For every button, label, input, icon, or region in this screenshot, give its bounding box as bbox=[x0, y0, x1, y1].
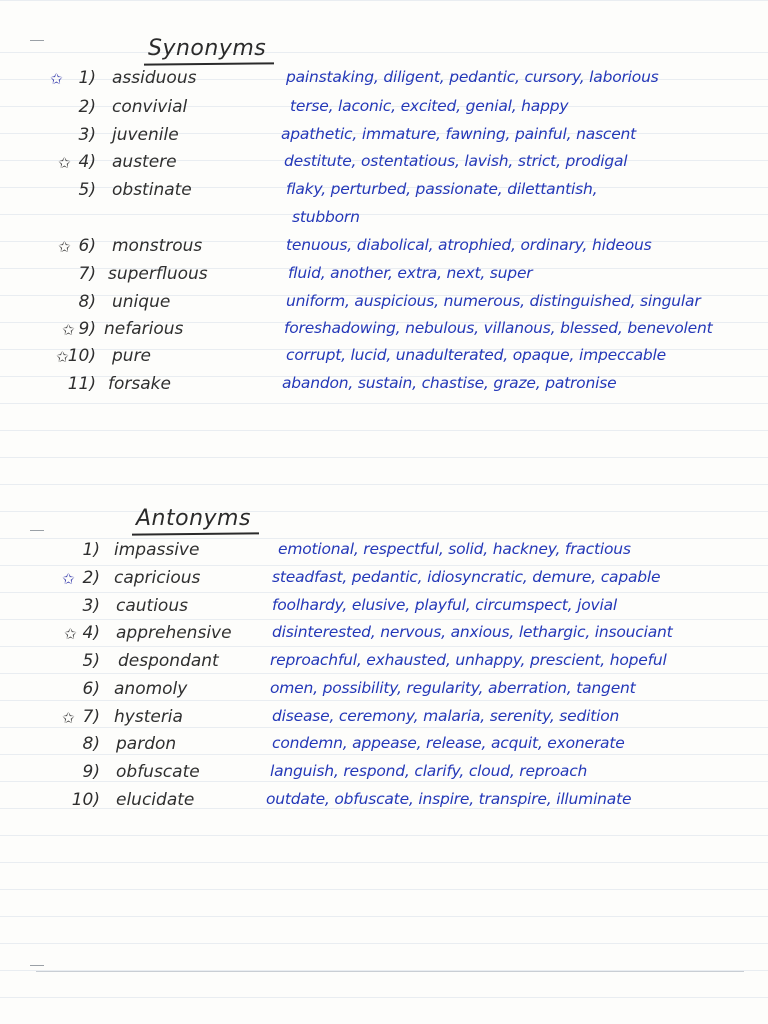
star-icon: ✩ bbox=[58, 238, 71, 256]
star-icon: ✩ bbox=[62, 321, 75, 339]
antonym-row bbox=[0, 679, 768, 707]
target-word: nefarious bbox=[104, 319, 184, 339]
antonyms-title bbox=[136, 506, 251, 531]
target-word: anomoly bbox=[114, 679, 188, 699]
synonym-row-continued bbox=[0, 208, 768, 236]
target-word: pure bbox=[112, 346, 152, 366]
target-word: assiduous bbox=[112, 68, 197, 88]
target-word: hysteria bbox=[114, 707, 183, 727]
target-word: apprehensive bbox=[116, 623, 232, 643]
answer-options: terse, laconic, excited, genial, happy bbox=[290, 97, 569, 115]
target-word: elucidate bbox=[116, 790, 195, 810]
item-number: 3) bbox=[82, 596, 100, 616]
target-word: juvenile bbox=[112, 125, 179, 145]
target-word: superfluous bbox=[108, 264, 208, 284]
target-word: capricious bbox=[114, 568, 201, 588]
title-underline bbox=[144, 62, 274, 65]
item-number: 3) bbox=[78, 125, 96, 145]
title-underline bbox=[132, 532, 259, 535]
item-number: 2) bbox=[82, 568, 100, 588]
margin-tick bbox=[30, 530, 44, 531]
answer-options: emotional, respectful, solid, hackney, fractious bbox=[278, 540, 631, 558]
synonym-row bbox=[0, 180, 768, 208]
synonyms-title-text: Synonyms bbox=[148, 36, 267, 61]
item-number: 11) bbox=[67, 374, 96, 394]
antonym-row bbox=[0, 623, 768, 651]
item-number: 4) bbox=[78, 152, 96, 172]
item-number: 5) bbox=[82, 651, 100, 671]
item-number: 8) bbox=[78, 292, 96, 312]
margin-tick bbox=[30, 965, 44, 966]
synonym-row bbox=[0, 68, 768, 96]
answer-options: tenuous, diabolical, atrophied, ordinary, hideous bbox=[286, 236, 652, 254]
item-number: 2) bbox=[78, 97, 96, 117]
star-icon: ✩ bbox=[56, 348, 69, 366]
answer-options: abandon, sustain, chastise, graze, patronise bbox=[282, 374, 617, 392]
margin-tick bbox=[30, 40, 44, 41]
item-number: 9) bbox=[78, 319, 96, 339]
item-number: 6) bbox=[82, 679, 100, 699]
synonym-row bbox=[0, 97, 768, 125]
item-number: 10) bbox=[67, 346, 96, 366]
item-number: 6) bbox=[78, 236, 96, 256]
answer-options: flaky, perturbed, passionate, dilettantish, bbox=[286, 180, 598, 198]
page-rule bbox=[36, 971, 744, 972]
answer-options: painstaking, diligent, pedantic, cursory, laborious bbox=[286, 68, 659, 86]
star-icon: ✩ bbox=[64, 625, 77, 643]
star-icon: ✩ bbox=[62, 570, 75, 588]
item-number: 8) bbox=[82, 734, 100, 754]
antonym-row bbox=[0, 734, 768, 762]
antonym-row bbox=[0, 568, 768, 596]
synonym-row bbox=[0, 264, 768, 292]
answer-options: foreshadowing, nebulous, villanous, blessed, benevolent bbox=[284, 319, 713, 337]
target-word: cautious bbox=[116, 596, 188, 616]
antonym-row bbox=[0, 540, 768, 568]
answer-options: disinterested, nervous, anxious, lethargic, insouciant bbox=[272, 623, 673, 641]
synonym-row bbox=[0, 292, 768, 320]
target-word: pardon bbox=[116, 734, 177, 754]
synonym-row bbox=[0, 319, 768, 347]
target-word: monstrous bbox=[112, 236, 203, 256]
target-word: austere bbox=[112, 152, 177, 172]
target-word: unique bbox=[112, 292, 171, 312]
synonym-row bbox=[0, 152, 768, 180]
synonym-row bbox=[0, 125, 768, 153]
star-icon: ✩ bbox=[50, 70, 63, 88]
star-icon: ✩ bbox=[58, 154, 71, 172]
item-number: 5) bbox=[78, 180, 96, 200]
antonym-row bbox=[0, 651, 768, 679]
antonym-row bbox=[0, 596, 768, 624]
answer-options: languish, respond, clarify, cloud, reproach bbox=[270, 762, 588, 780]
item-number: 1) bbox=[78, 68, 96, 88]
answer-options: stubborn bbox=[292, 208, 360, 226]
synonym-row bbox=[0, 236, 768, 264]
answer-options: foolhardy, elusive, playful, circumspect, jovial bbox=[272, 596, 617, 614]
item-number: 7) bbox=[78, 264, 96, 284]
synonym-row bbox=[0, 346, 768, 374]
target-word: obfuscate bbox=[116, 762, 200, 782]
synonyms-title bbox=[148, 36, 266, 61]
target-word: despondant bbox=[118, 651, 219, 671]
target-word: forsake bbox=[108, 374, 171, 394]
answer-options: condemn, appease, release, acquit, exonerate bbox=[272, 734, 625, 752]
answer-options: apathetic, immature, fawning, painful, nascent bbox=[281, 125, 637, 143]
answer-options: corrupt, lucid, unadulterated, opaque, impeccable bbox=[286, 346, 666, 364]
target-word: obstinate bbox=[112, 180, 192, 200]
answer-options: reproachful, exhausted, unhappy, prescient, hopeful bbox=[270, 651, 667, 669]
answer-options: uniform, auspicious, numerous, distinguished, singular bbox=[286, 292, 701, 310]
answer-options: steadfast, pedantic, idiosyncratic, demure, capable bbox=[272, 568, 661, 586]
item-number: 7) bbox=[82, 707, 100, 727]
target-word: impassive bbox=[114, 540, 200, 560]
item-number: 10) bbox=[71, 790, 100, 810]
antonym-row bbox=[0, 707, 768, 735]
item-number: 9) bbox=[82, 762, 100, 782]
item-number: 1) bbox=[82, 540, 100, 560]
answer-options: destitute, ostentatious, lavish, strict, prodigal bbox=[284, 152, 628, 170]
star-icon: ✩ bbox=[62, 709, 75, 727]
answer-options: omen, possibility, regularity, aberration, tangent bbox=[270, 679, 636, 697]
target-word: convivial bbox=[112, 97, 188, 117]
answer-options: fluid, another, extra, next, super bbox=[288, 264, 533, 282]
item-number: 4) bbox=[82, 623, 100, 643]
antonyms-title-text: Antonyms bbox=[136, 506, 251, 531]
synonym-row bbox=[0, 374, 768, 402]
answer-options: disease, ceremony, malaria, serenity, sedition bbox=[272, 707, 620, 725]
answer-options: outdate, obfuscate, inspire, transpire, illuminate bbox=[266, 790, 632, 808]
antonym-row bbox=[0, 790, 768, 818]
antonym-row bbox=[0, 762, 768, 790]
